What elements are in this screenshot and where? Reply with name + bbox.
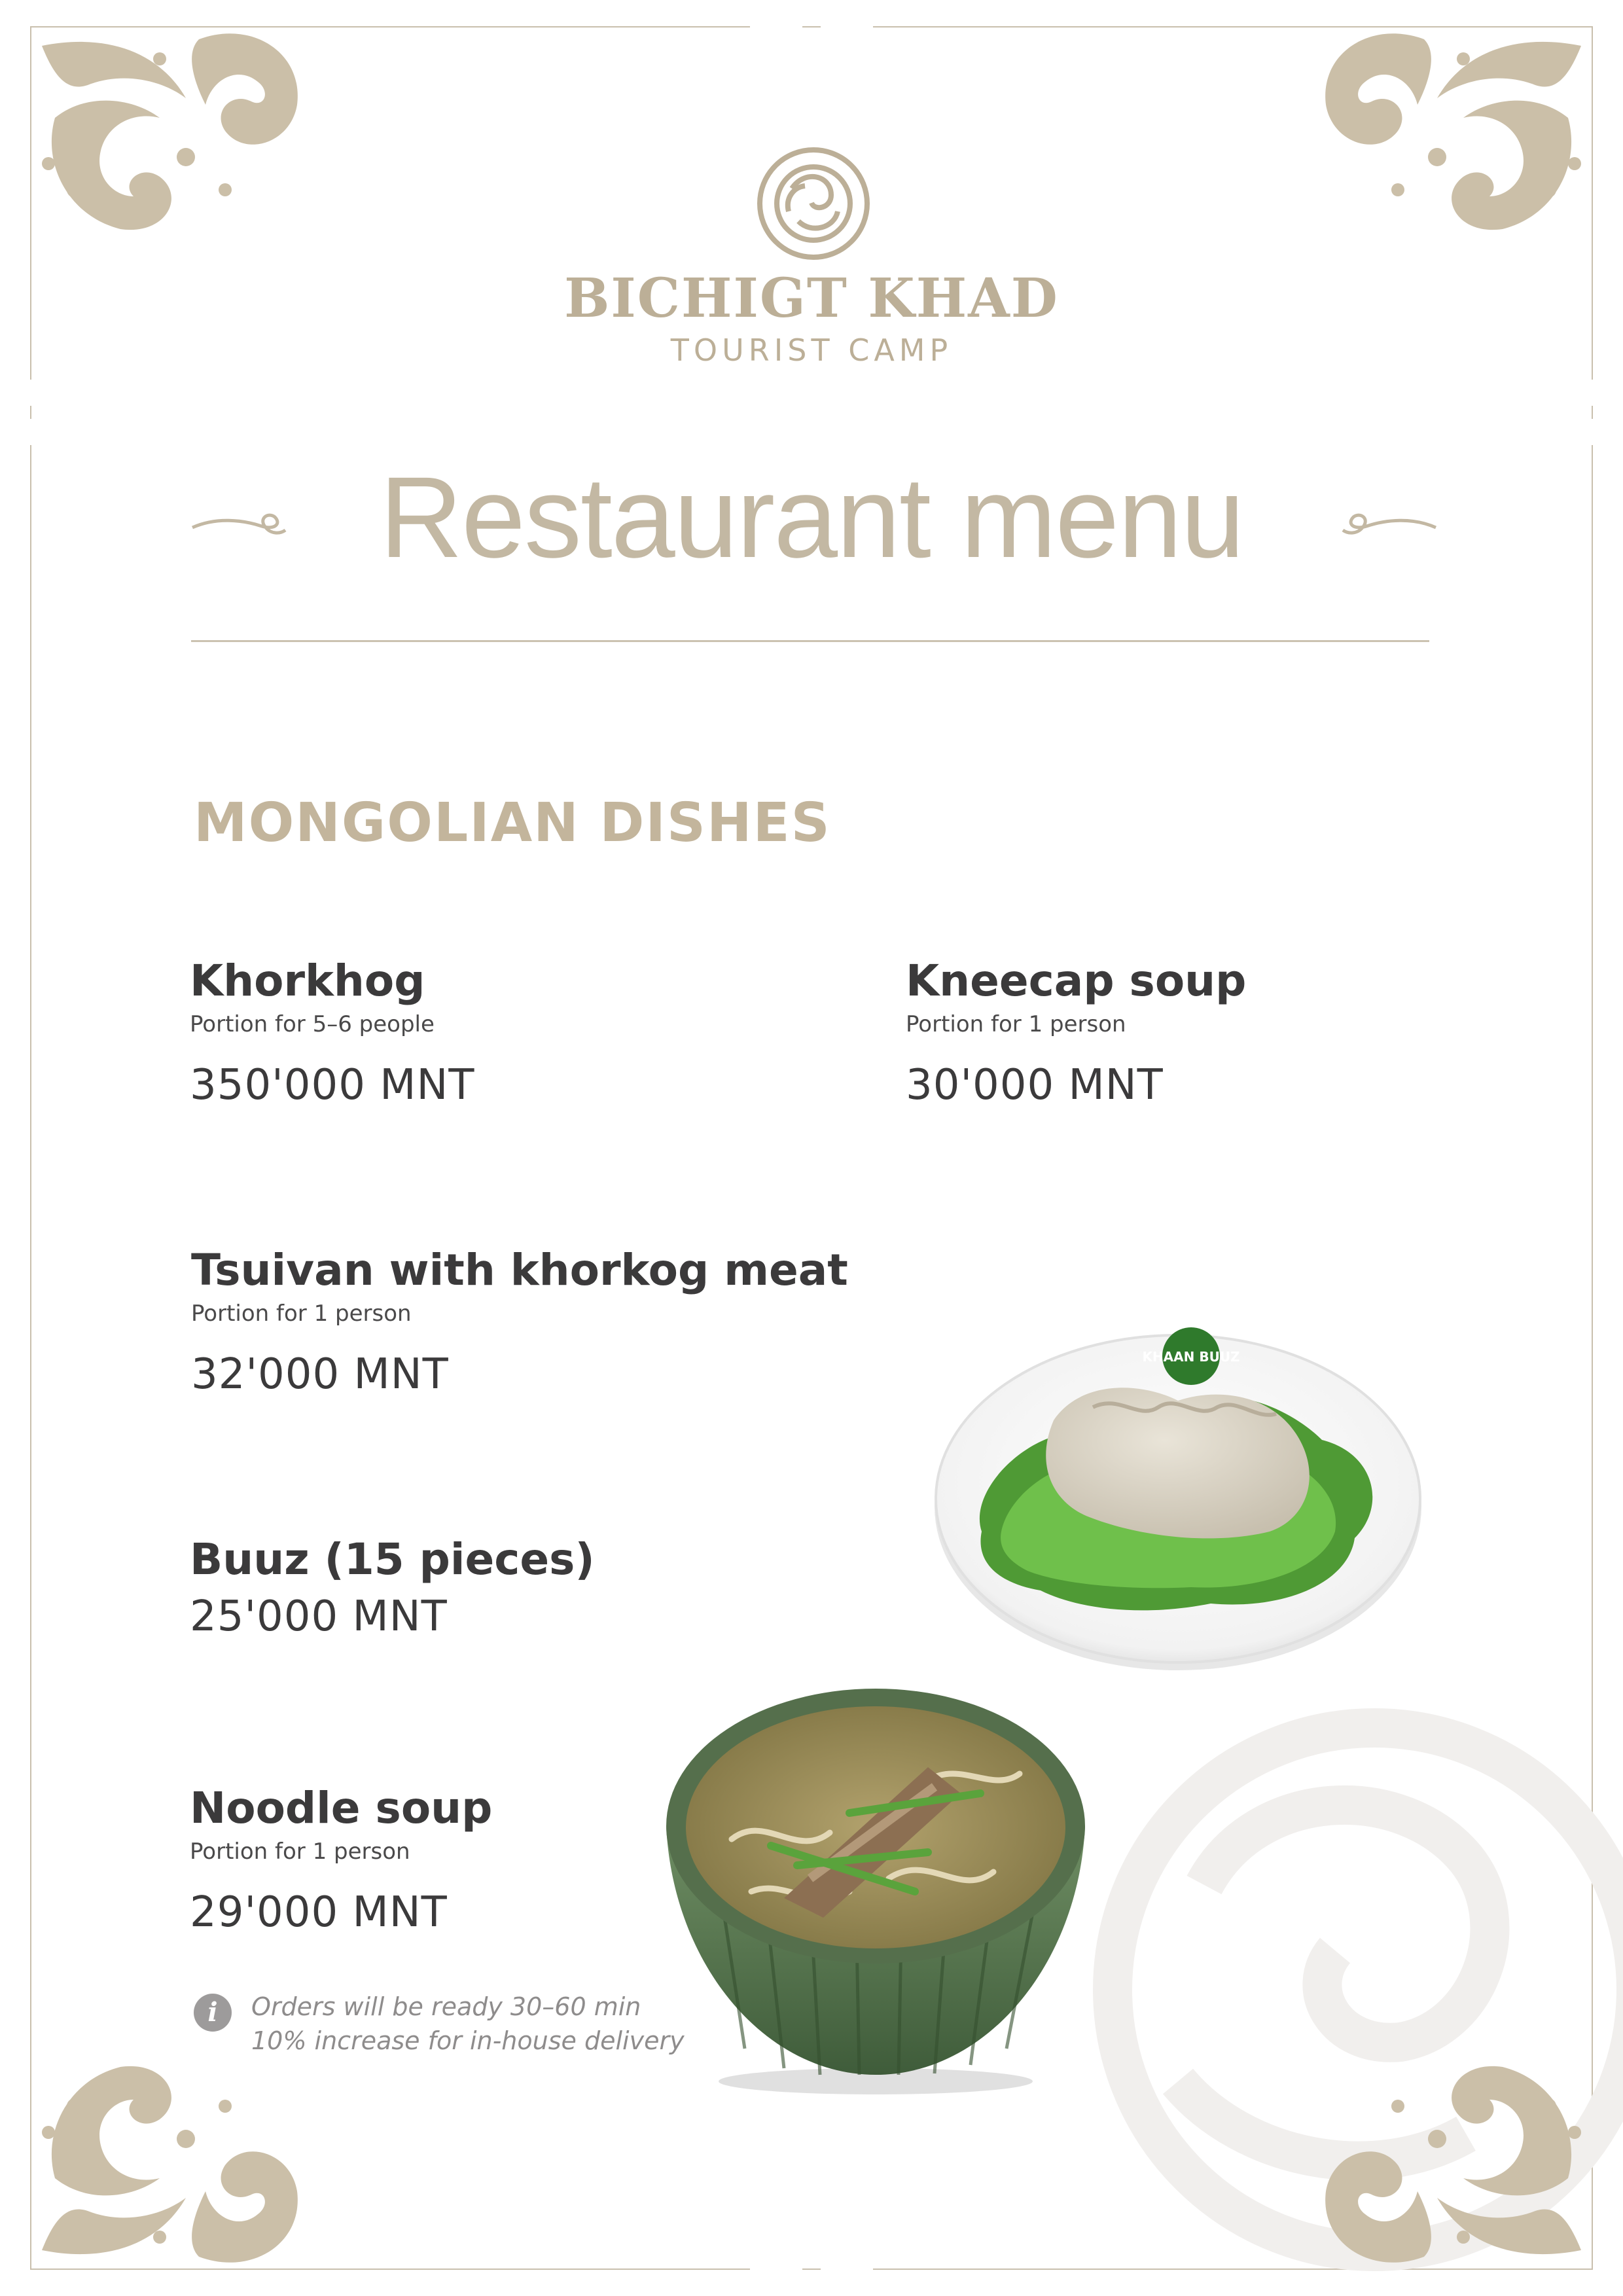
menu-item-tsuivan [191,1245,848,1399]
buuz-plate-image [929,1322,1427,1676]
page-title: Restaurant menu [379,454,1244,582]
noodle-soup-image [653,1682,1098,2101]
menu-item-buuz [190,1534,595,1641]
menu-item-noodle-soup [190,1783,492,1937]
dish-name: Kneecap soup [906,956,1247,1006]
dish-portion: Portion for 5–6 people [190,1011,435,1037]
plate-badge: KHAAN BUUZ [1142,1349,1240,1365]
dish-name: Khorkhog [190,956,425,1006]
note-line-1: Orders will be ready 30–60 min [251,1992,641,2021]
dish-portion: Portion for 1 person [190,1839,410,1865]
info-icon: i [194,1994,232,2032]
dish-name: Buuz (15 pieces) [190,1534,595,1585]
dish-price: 30'000 MNT [906,1061,1164,1109]
menu-item-kneecap-soup [906,956,1246,1109]
dish-price: 350'000 MNT [190,1061,475,1109]
note-line-2: 10% increase for in-house delivery [251,2026,685,2055]
order-note [194,1990,685,2058]
section-heading: MONGOLIAN DISHES [194,792,831,854]
camp-emblem-icon [753,143,874,264]
dish-price: 25'000 MNT [190,1592,448,1641]
menu-item-khorkhog [190,956,474,1109]
dish-portion: Portion for 1 person [191,1300,412,1327]
dish-portion: Portion for 1 person [906,1011,1126,1037]
dish-name: Noodle soup [190,1783,493,1833]
corner-ornament-icon [1313,2054,1594,2270]
dish-price: 29'000 MNT [190,1888,448,1937]
flourish-icon [190,504,288,543]
corner-ornament-icon [1313,26,1594,242]
corner-ornament-icon [29,26,310,242]
brand-name: BICHIGT KHAD [564,267,1059,330]
dish-price: 32'000 MNT [191,1350,449,1399]
flourish-icon [1340,504,1438,543]
corner-ornament-icon [29,2054,310,2270]
dish-name: Tsuivan with khorkog meat [191,1245,848,1295]
brand-tagline: TOURIST CAMP [670,332,953,368]
title-divider [191,640,1429,642]
